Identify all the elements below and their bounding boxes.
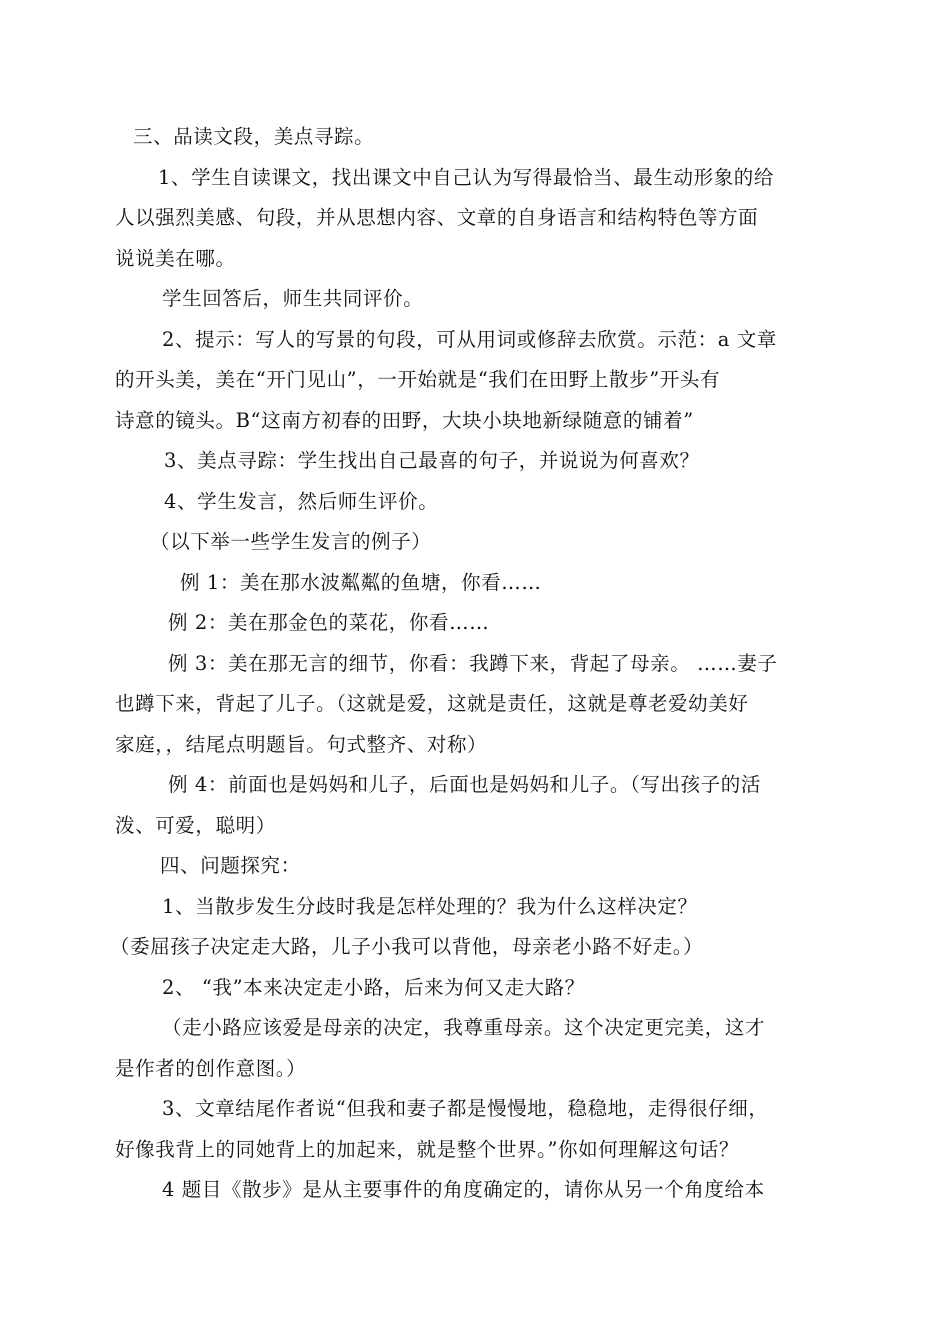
paragraph-line: 学生回答后，师生共同评价。 (162, 287, 424, 310)
question-line: 2、 “我”本来决定走小路，后来为何又走大路？ (162, 976, 585, 999)
paragraph-line: 家庭，，结尾点明题旨。句式整齐、对称） (115, 733, 488, 756)
question-line: 好像我背上的同她背上的加起来，就是整个世界。”你如何理解这句话？ (115, 1138, 739, 1161)
question-line: 1、当散步发生分歧时我是怎样处理的？我为什么这样决定？ (162, 895, 698, 918)
example-line: 例 2：美在那金色的菜花，你看…… (168, 611, 490, 634)
question-line: 4 题目《散步》是从主要事件的角度确定的，请你从另一个角度给本 (162, 1178, 765, 1201)
question-line: 3、文章结尾作者说“但我和妻子都是慢慢地，稳稳地，走得很仔细， (162, 1097, 769, 1120)
paragraph-line: 3、美点寻踪：学生找出自己最喜的句子，并说说为何喜欢？ (164, 449, 700, 472)
paragraph-line: 人以强烈美感、句段，并从思想内容、文章的自身语言和结构特色等方面 (115, 206, 759, 229)
paragraph-line: 也蹲下来，背起了儿子。（这就是爱，这就是责任，这就是尊老爱幼美好 (115, 692, 749, 715)
example-line: 例 4：前面也是妈妈和儿子，后面也是妈妈和儿子。（写出孩子的活 (168, 773, 761, 796)
paragraph-line: 诗意的镜头。B“这南方初春的田野，大块小块地新绿随意的铺着” (115, 409, 694, 432)
example-line: 例 1：美在那水波粼粼的鱼塘，你看…… (180, 571, 542, 594)
answer-line: （走小路应该爱是母亲的决定，我尊重母亲。这个决定更完美，这才 (162, 1016, 766, 1039)
example-line: 例 3：美在那无言的细节，你看：我蹲下来，背起了母亲。 ……妻子 (168, 652, 778, 675)
paragraph-line: 说说美在哪。 (115, 247, 236, 270)
paragraph-line: 泼、可爱，聪明） (115, 814, 276, 837)
paragraph-line: 2、提示：写人的写景的句段，可从用词或修辞去欣赏。示范：a 文章 (162, 328, 777, 351)
section-heading-4: 四、问题探究： (160, 854, 301, 877)
paragraph-line: （以下举一些学生发言的例子） (150, 530, 432, 553)
paragraph-line: 1、学生自读课文，找出课文中自己认为写得最恰当、最生动形象的给 (158, 166, 775, 189)
paragraph-line: 4、学生发言，然后师生评价。 (164, 490, 439, 513)
answer-line: （委屈孩子决定走大路，儿子小我可以背他，母亲老小路不好走。） (110, 935, 704, 958)
paragraph-line: 的开头美，美在“开门见山”，一开始就是“我们在田野上散步”开头有 (115, 368, 721, 391)
section-heading-3: 三、品读文段，美点寻踪。 (133, 125, 375, 148)
answer-line: 是作者的创作意图。） (115, 1057, 307, 1080)
